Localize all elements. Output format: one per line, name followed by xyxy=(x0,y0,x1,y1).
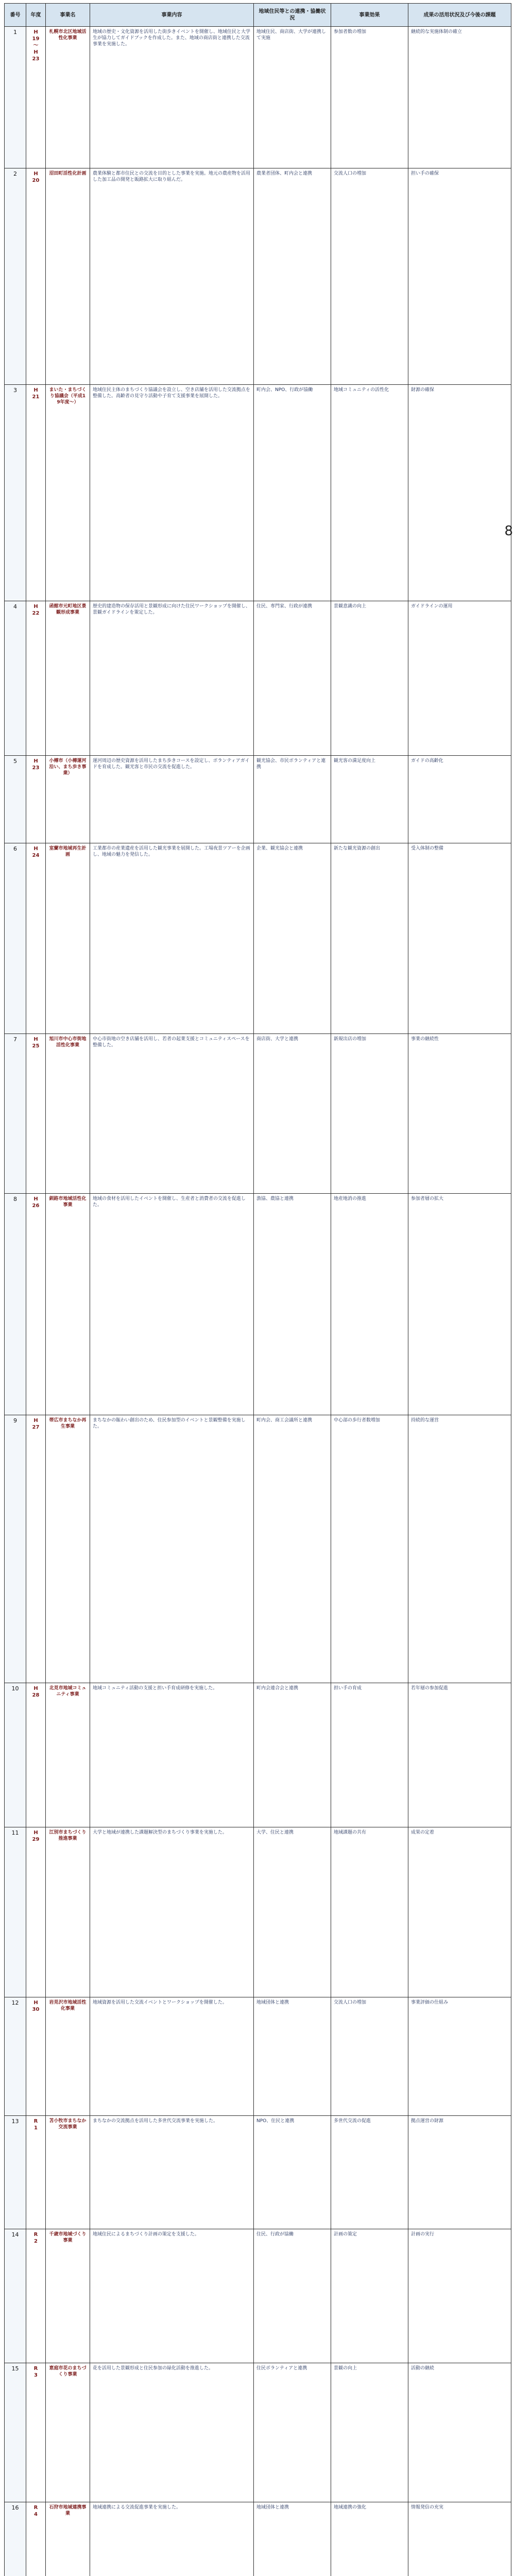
row-content: 地域住民によるまちづくり計画の策定を支援した。 xyxy=(90,2229,254,2363)
row-year: H 22 xyxy=(26,601,46,756)
row-year: H 23 xyxy=(26,756,46,843)
row-no: 16 xyxy=(5,2502,26,2576)
row-result: 計画の策定 xyxy=(331,2229,408,2363)
row-content: まちなかの賑わい創出のため、住民参加型のイベントと景観整備を実施した。 xyxy=(90,1415,254,1683)
row-name: 沼田町活性化計画 xyxy=(46,168,90,385)
table-row xyxy=(5,1683,511,1827)
row-content: 地域資源を活用した交流イベントとワークショップを開催した。 xyxy=(90,1997,254,2116)
table-row xyxy=(5,756,511,843)
row-year: H 24 xyxy=(26,843,46,1034)
row-issue: 事業の継続性 xyxy=(408,1034,511,1194)
row-content: 地域の歴史・文化資源を活用した街歩きイベントを開催し、地域住民と大学生が協力してガイドブックを作成した。また、地域の商店街と連携した交流事業を実施した。 xyxy=(90,27,254,168)
table-row xyxy=(5,1034,511,1194)
header-content: 事業内容 xyxy=(90,4,254,27)
row-no: 15 xyxy=(5,2363,26,2502)
row-year: H 21 xyxy=(26,385,46,601)
row-year: H 29 xyxy=(26,1827,46,1997)
row-effect: 住民、専門家、行政が連携 xyxy=(254,601,331,756)
table-row xyxy=(5,2229,511,2363)
row-content: 中心市街地の空き店舗を活用し、若者の起業支援とコミュニティスペースを整備した。 xyxy=(90,1034,254,1194)
header-no: 番号 xyxy=(5,4,26,27)
row-no: 6 xyxy=(5,843,26,1034)
row-year: H 27 xyxy=(26,1415,46,1683)
row-issue: 継続的な実施体制の確立 xyxy=(408,27,511,168)
header-name: 事業名 xyxy=(46,4,90,27)
row-name: 室蘭市地域再生計画 xyxy=(46,843,90,1034)
row-issue: 計画の実行 xyxy=(408,2229,511,2363)
row-effect: 地域団体と連携 xyxy=(254,1997,331,2116)
row-year: H 25 xyxy=(26,1034,46,1194)
row-year: H 26 xyxy=(26,1194,46,1415)
table-row xyxy=(5,2502,511,2576)
row-result: 観光客の満足度向上 xyxy=(331,756,408,843)
row-content: 地域の食材を活用したイベントを開催し、生産者と消費者の交流を促進した。 xyxy=(90,1194,254,1415)
row-effect: 町内会、NPO、行政が協働 xyxy=(254,385,331,601)
table-row xyxy=(5,843,511,1034)
row-effect: 企業、観光協会と連携 xyxy=(254,843,331,1034)
row-effect: 住民、行政が協働 xyxy=(254,2229,331,2363)
row-issue: 拠点運営の財源 xyxy=(408,2116,511,2229)
row-name: 釧路市地域活性化事業 xyxy=(46,1194,90,1415)
row-issue: 持続的な運営 xyxy=(408,1415,511,1683)
row-issue: 受入体制の整備 xyxy=(408,843,511,1034)
row-year: R 3 xyxy=(26,2363,46,2502)
row-no: 7 xyxy=(5,1034,26,1194)
row-result: 地域コミュニティの活性化 xyxy=(331,385,408,601)
row-issue: ガイドラインの運用 xyxy=(408,601,511,756)
row-issue: 事業評価の仕組み xyxy=(408,1997,511,2116)
header-effect: 地域住民等との連携・協働状況 xyxy=(254,4,331,27)
row-content: 運河周辺の歴史資源を活用したまち歩きコースを設定し、ボランティアガイドを育成した。観光客と市民の交流を促進した。 xyxy=(90,756,254,843)
row-effect: 町内会、商工会議所と連携 xyxy=(254,1415,331,1683)
row-name: 小樽市（小樽運河沿い、まち歩き事業） xyxy=(46,756,90,843)
row-name: 江別市まちづくり推進事業 xyxy=(46,1827,90,1997)
row-result: 地産地消の推進 xyxy=(331,1194,408,1415)
row-name: 帯広市まちなか再生事業 xyxy=(46,1415,90,1683)
row-result: 中心部の歩行者数増加 xyxy=(331,1415,408,1683)
row-effect: 住民ボランティアと連携 xyxy=(254,2363,331,2502)
row-content: まちなかの交流拠点を活用した多世代交流事業を実施した。 xyxy=(90,2116,254,2229)
row-issue: 情報発信の充実 xyxy=(408,2502,511,2576)
table-row xyxy=(5,1827,511,1997)
row-name: 石狩市地域連携事業 xyxy=(46,2502,90,2576)
row-name: 恵庭市花のまちづくり事業 xyxy=(46,2363,90,2502)
row-content: 花を活用した景観形成と住民参加の緑化活動を推進した。 xyxy=(90,2363,254,2502)
row-no: 4 xyxy=(5,601,26,756)
row-name: まいた・まちづくり協議会（平成19年度～） xyxy=(46,385,90,601)
table-row xyxy=(5,2363,511,2502)
row-no: 8 xyxy=(5,1194,26,1415)
row-name: 旭川市中心市街地活性化事業 xyxy=(46,1034,90,1194)
row-result: 参加者数の増加 xyxy=(331,27,408,168)
row-no: 10 xyxy=(5,1683,26,1827)
row-issue: 参加者層の拡大 xyxy=(408,1194,511,1415)
table-row xyxy=(5,1415,511,1683)
row-issue: 担い手の確保 xyxy=(408,168,511,385)
row-content: 地域連携による交流促進事業を実施した。 xyxy=(90,2502,254,2576)
row-content: 地域コミュニティ活動の支援と担い手育成研修を実施した。 xyxy=(90,1683,254,1827)
table-row xyxy=(5,27,511,168)
row-effect: 観光協会、市民ボランティアと連携 xyxy=(254,756,331,843)
row-result: 多世代交流の促進 xyxy=(331,2116,408,2229)
row-content: 工業都市の産業遺産を活用した観光事業を展開した。工場夜景ツアーを企画し、地域の魅力を発信した。 xyxy=(90,843,254,1034)
row-issue: 若年層の参加促進 xyxy=(408,1683,511,1827)
row-name: 岩見沢市地域活性化事業 xyxy=(46,1997,90,2116)
table-row xyxy=(5,1997,511,2116)
table-row xyxy=(5,2116,511,2229)
row-effect: 町内会連合会と連携 xyxy=(254,1683,331,1827)
row-effect: 地域住民、商店街、大学が連携して実施 xyxy=(254,27,331,168)
row-name: 札幌市北区地域活性化事業 xyxy=(46,27,90,168)
header-issue: 成果の活用状況及び今後の課題 xyxy=(408,4,511,27)
row-effect: 地域団体と連携 xyxy=(254,2502,331,2576)
row-issue: 財源の確保 xyxy=(408,385,511,601)
row-content: 大学と地域が連携した課題解決型のまちづくり事業を実施した。 xyxy=(90,1827,254,1997)
row-effect: 農業者団体、町内会と連携 xyxy=(254,168,331,385)
row-content: 地域住民主体のまちづくり協議会を設立し、空き店舗を活用した交流拠点を整備した。高齢者の見守り活動や子育て支援事業を展開した。 xyxy=(90,385,254,601)
row-result: 新たな観光資源の創出 xyxy=(331,843,408,1034)
row-year: H 30 xyxy=(26,1997,46,2116)
row-result: 景観の向上 xyxy=(331,2363,408,2502)
row-name: 千歳市地域づくり事業 xyxy=(46,2229,90,2363)
row-no: 11 xyxy=(5,1827,26,1997)
row-no: 1 xyxy=(5,27,26,168)
row-no: 13 xyxy=(5,2116,26,2229)
row-result: 交流人口の増加 xyxy=(331,1997,408,2116)
row-result: 地域課題の共有 xyxy=(331,1827,408,1997)
row-year: H 20 xyxy=(26,168,46,385)
row-effect: 大学、住民と連携 xyxy=(254,1827,331,1997)
table-row xyxy=(5,168,511,385)
project-table xyxy=(4,3,511,2576)
row-no: 3 xyxy=(5,385,26,601)
row-year: H 19 ～ H 23 xyxy=(26,27,46,168)
row-result: 地域連携の強化 xyxy=(331,2502,408,2576)
row-year: H 28 xyxy=(26,1683,46,1827)
table-row xyxy=(5,385,511,601)
row-issue: 活動の継続 xyxy=(408,2363,511,2502)
row-result: 担い手の育成 xyxy=(331,1683,408,1827)
row-effect: 商店街、大学と連携 xyxy=(254,1034,331,1194)
page-mark-left: 8 xyxy=(504,523,513,539)
row-result: 交流人口の増加 xyxy=(331,168,408,385)
table-row xyxy=(5,601,511,756)
row-no: 14 xyxy=(5,2229,26,2363)
row-content: 農業体験と都市住民との交流を目的とした事業を実施。地元の農産物を活用した加工品の開発と販路拡大に取り組んだ。 xyxy=(90,168,254,385)
row-result: 新規出店の増加 xyxy=(331,1034,408,1194)
row-no: 2 xyxy=(5,168,26,385)
row-effect: 漁協、農協と連携 xyxy=(254,1194,331,1415)
header-result: 事業効果 xyxy=(331,4,408,27)
header-year: 年度 xyxy=(26,4,46,27)
row-no: 9 xyxy=(5,1415,26,1683)
row-year: R 2 xyxy=(26,2229,46,2363)
row-name: 函館市元町地区景観形成事業 xyxy=(46,601,90,756)
table-header-row xyxy=(5,4,511,27)
row-issue: 成果の定着 xyxy=(408,1827,511,1997)
row-no: 5 xyxy=(5,756,26,843)
row-year: R 4 xyxy=(26,2502,46,2576)
row-name: 北見市地域コミュニティ事業 xyxy=(46,1683,90,1827)
row-year: R 1 xyxy=(26,2116,46,2229)
row-effect: NPO、住民と連携 xyxy=(254,2116,331,2229)
row-no: 12 xyxy=(5,1997,26,2116)
table-row xyxy=(5,1194,511,1415)
document-sheet xyxy=(4,3,511,2576)
row-result: 景観意識の向上 xyxy=(331,601,408,756)
row-content: 歴史的建造物の保存活用と景観形成に向けた住民ワークショップを開催し、景観ガイドラインを策定した。 xyxy=(90,601,254,756)
row-name: 苫小牧市まちなか交流事業 xyxy=(46,2116,90,2229)
row-issue: ガイドの高齢化 xyxy=(408,756,511,843)
